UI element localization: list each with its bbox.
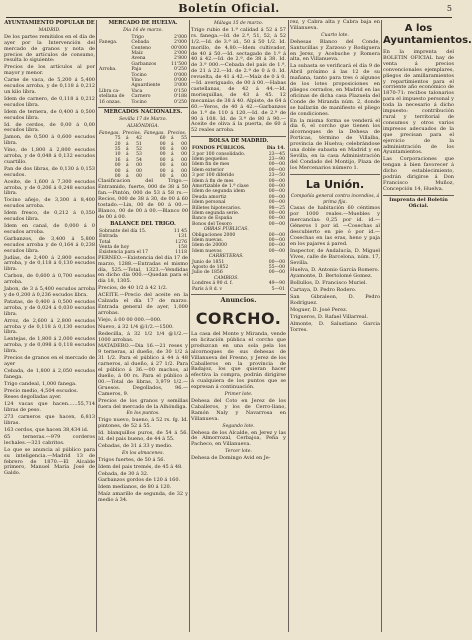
column-anuncios (290, 20, 380, 636)
table-header: Fanegas. (143, 130, 165, 136)
table-cell: 23—45 (268, 151, 285, 157)
section-heading: BOLSA DE MADRID. (208, 138, 269, 145)
table-cell: Idem pequeños (192, 156, 228, 162)
paragraph: 124 vacas que hacen......55,714 libras de peso. (4, 401, 95, 414)
table-cell: 00—00 (268, 259, 285, 265)
table-cell: Cebada (131, 40, 149, 46)
table-cell: Total (99, 239, 111, 245)
table-cell: Avena (131, 56, 146, 62)
table-cell: 00 (114, 163, 121, 169)
page-header (0, 0, 458, 18)
paragraph: Pan de dos libras, de 0,130 á 0,153 escudos. (4, 165, 95, 178)
union-headline: La Unión. (305, 177, 365, 191)
table-cell: 5—01 (271, 286, 285, 292)
table-cell: Sobrante del día 15. (99, 228, 147, 234)
table-cell: 00 (136, 174, 142, 180)
table-cell: 55—00 (268, 265, 285, 271)
table-cell: 00—00 (268, 232, 285, 238)
paragraph: PERNEO.—Existencia del día 17 de marzo, 1288.—Entradas el mismo día, 525.—Total, 1323.—Vendidas en dicho día 000.—Quedan para el día 18, 1305. (98, 254, 188, 285)
table-header: Precios. (122, 130, 142, 136)
paragraph: 163 cerdos, que hacen 38,434 id. (4, 427, 89, 433)
table-cell: Billetes hipotecarios. (192, 205, 242, 211)
table-row (191, 287, 286, 292)
column-divider (96, 20, 97, 632)
table-cell: Idem á fin de mes (192, 178, 234, 184)
paragraph: De los partes remitidos en el día de ayer por la Intervención del mercado de granos y nota de precios de artículos de consumo, resulta lo siguiente: (4, 33, 95, 64)
paragraph: Moguer, D. José Perez. (290, 306, 348, 313)
table-cell: Maíz (131, 51, 143, 57)
table-cell: 00—00 (268, 243, 285, 249)
section-subheading: En los puntos. (126, 411, 160, 417)
table-cell: Junio de 1851 (192, 259, 225, 265)
table-cell: 2'000 (174, 34, 187, 40)
table-cell: Idem de 20000 (192, 243, 228, 249)
table-cell: Julio de 1856 (192, 270, 223, 276)
table-cell: 00—00 (268, 162, 285, 168)
table-cell: 3'000 (174, 83, 187, 89)
paragraph: Trigo nuevo, bueno, á 52 rs. fg. Id. pintones, de 52 á 55. (98, 417, 188, 430)
table-cell: 0'250 (174, 67, 187, 73)
paragraph: 273 carneros que hacen, 6,813 libras. (4, 414, 95, 427)
table-cell: 49—90 (268, 281, 285, 287)
table-header: FONDOS PÚBLICOS. (192, 146, 246, 152)
paragraph: La casa del Monte y Miranda, vende en licitación pública el corcho que produzcan en una sola pela los alcornoques de sus dehesas de Villanueva del Fresno, y Jerez de los Caballeros en la provincia de Badajoz, los que quieran hacer efectiva la compra, podrán dirigirse á cualquiera de los puntos que se expresan á continuación. (191, 331, 286, 391)
table-cell: 11'500 (171, 61, 187, 67)
table-cell: 00 (181, 141, 187, 147)
table-cell: Paja (131, 67, 142, 73)
table-cell: Idem nuevos (192, 248, 222, 254)
table-cell: Centeno (131, 45, 151, 51)
table-cell: 2'000 (174, 51, 187, 57)
table-cell: 00 (181, 152, 187, 158)
table-cell: 00 (136, 163, 142, 169)
paragraph: Jamon, de 0,500 á 0,600 escudos libra. (4, 134, 95, 147)
paragraph: 65 terneras.—979 corderos lechales.—321 cabritos. (4, 433, 95, 446)
table-cell: 00 (114, 174, 121, 180)
table-cell: Fanega. (99, 40, 118, 46)
paragraph: Jabon, de 3 á 5,400 escudos arroba y de 0,200 á 0,236 escudos libra. (4, 286, 95, 298)
table-cell: 00—00 (268, 183, 285, 189)
paragraph: Judías, de 2,400 á 2,800 escudos arroba, y de 0,118 á 0,130 escudos libra. (4, 254, 95, 273)
column-ayuntamientos (383, 20, 472, 636)
lot-heading: Cuarto lote. (321, 32, 349, 38)
table-cell: 00 (159, 174, 166, 180)
table-cell: 00—00 (268, 221, 285, 227)
table-cell: Entrada (99, 234, 118, 240)
column-malaga-bolsa (191, 20, 286, 636)
paragraph: Precios, de 40 1/2 á 42 1/2. (98, 285, 168, 292)
table-cell: 00—00 (268, 270, 285, 276)
balance-table (98, 229, 188, 256)
paragraph-list (4, 35, 95, 477)
paragraph: Almonte, D. Salustiano Garcia Torres. (290, 320, 380, 333)
paragraph: Bollullos, D. Francisco Muriel. (290, 280, 367, 287)
table-cell: Carnero (131, 94, 151, 100)
table-cell: 2'800 (174, 56, 187, 62)
table-cell: 16 onzas. (99, 99, 122, 105)
table-cell: 1118 (175, 250, 187, 256)
table-row (98, 94, 188, 99)
divider (191, 294, 286, 295)
table-cell: Idem de segunda idem (192, 189, 245, 195)
table-cell: Idem fin de mes (192, 162, 230, 168)
table-cell: 42 (136, 136, 142, 142)
table-cell: 2'000 (174, 40, 187, 46)
table-cell: CARRETERAS. (208, 254, 244, 260)
table-cell: 00 (114, 168, 121, 174)
table-cell: 00—00 (268, 194, 285, 200)
table-cell: 00—00 (268, 189, 285, 195)
paragraph: Precio medio, 4,504 escudos. (4, 387, 79, 394)
section-date: Dia 16 de marzo. (123, 27, 163, 33)
lot-heading: Tercer lote. (225, 449, 252, 455)
section-subheading: En los almacenes. (122, 450, 164, 456)
table-cell: Venta de hoy (99, 244, 130, 250)
table-cell: 00 (181, 157, 187, 163)
section-heading: MERCADO DE HUELVA. (108, 20, 178, 26)
column-divider (189, 20, 190, 632)
table-cell: 0'250 (174, 99, 187, 105)
paragraph: Lo que se anuncia al público para su inteligencia.—Madrid 13 de febrero de 1870.—El Alcalde primero, Manuel María José de Galdo. (4, 446, 95, 477)
paragraph: Idem medianos, de 80 á 120. (98, 484, 172, 491)
table-cell: 00'000 (171, 45, 187, 51)
table-cell: á (170, 136, 174, 142)
table-cell: Deuda amortiz (192, 194, 227, 200)
paragraph: Dehesa de los Alcalde, en Jerez y las de Almorrozal, Cerbajoa, Peña y Pacheco, en Villanueva. (191, 429, 286, 448)
paragraph: Ayamonte, D. Bertolomé Gomez. (290, 273, 373, 280)
header-rule (6, 17, 452, 18)
paragraph: En la imprenta del BOLETIN OFICIAL hay de venta á precios convencionales ejemplares, pliegos de amillaramientos y repartimientos para el corriente año económico de 1870-71: recibos talonarios para el impuesto personal y toda la necesario á dicho impuesto: contribución rural y territorial de consumos y otros varios impresos adecuados de la que precisan para el ejercicio de la administración de los Ayuntamientos. (383, 49, 454, 156)
table-cell: Tocino (131, 99, 147, 105)
corcho-headline: CORCHO. (195, 309, 282, 328)
table-cell: á (125, 163, 129, 169)
table-cell: 0'188 (174, 94, 187, 100)
table-cell: 3 por 100 diferido (192, 173, 235, 179)
table-cell: 1276 (175, 239, 187, 245)
paragraph: Idem de ternera, de 0,400 á 0,500 escudos libra. (4, 108, 95, 121)
table-cell: 158 (178, 244, 187, 250)
table-cell: 10 (114, 152, 121, 158)
paragraph: Trigo candeal, 1,000 fanega. (4, 380, 77, 387)
table-cell: Amortizable de 1.ª clase (192, 183, 249, 189)
table-cell: á (170, 174, 174, 180)
lot-heading: Segundo lote. (222, 423, 255, 429)
paragraph: Garbanzos gordos de 120 á 160. (98, 477, 181, 484)
paragraph: Id. de cerdos, de 0,00 á 0,00 escudos libra. (4, 121, 95, 134)
paragraph: Idem del pais tremés, de 45 á 48. (98, 463, 183, 470)
table-cell: 00 (181, 163, 187, 169)
newspaper-title: Boletín Oficial. (178, 2, 280, 15)
paragraph: Trigos fuertes, de 50 á 56. (98, 456, 166, 463)
divider (290, 174, 380, 175)
paragraph: Garbanzos, de 3,400 á 5,800 escudos arroba y de 0,164 á 0,238 escudos libra. (4, 235, 95, 254)
table-cell: 23—50 (268, 173, 285, 179)
paragraph: Viejo, á 00 00 000.—000. (98, 316, 162, 323)
table-cell: 00 (159, 168, 166, 174)
table-cell: Arroba. (99, 67, 117, 73)
table-cell: á (170, 147, 174, 153)
paragraph: Idem de carnero, de 0,118 á 0,212 escudos libra. (4, 95, 95, 108)
paragraph: Vino, de 1,800 á 2,800 escudos arroba, y de 0,048 á 0,132 escudos cuartillo. (4, 147, 95, 165)
paragraph: Precios de los artículos al por mayor y menor. (4, 64, 95, 77)
table-cell: 0'150 (174, 88, 187, 94)
table-cell: Idem personal (192, 200, 226, 206)
table-cell: Idem nuevas. (192, 238, 224, 244)
table-cell: á (170, 168, 174, 174)
paragraph: Carbon, de 0,600 á 0,700 escudos arroba. (4, 273, 95, 286)
paragraph: La subasta se verificará el día 9 de Abril próximo á las 12 de su mañana, tanto para tres ó algunos de los lotes proposiciones en pliegos cerrados, en Madrid en las oficinas de dicha casa Plazuela del Conde de Miranda núm. 2, donde se hallarán de manifiesto el pliego de condiciones. (290, 63, 380, 117)
table-cell: Libra ca- (99, 88, 120, 94)
table-cell: 00—00 (268, 248, 285, 254)
paragraph: Clasificacion del Trigo.—Entramido, fuerte, 000 de 38 á 50 fan.—Pintón, 000 de 53 á 58 rs.—Recios, 000 de 38 á 30, de 00 á 60 tostado.—Lin, 00 de 00 á 00.—Blanco, 00 de 00 á 00.—Blanco 00 de 00 á 00. (98, 178, 188, 220)
paragraph: San Gibraleon, D. Pedro Rodríguez. (290, 294, 380, 307)
section-subheading: ALHÓNDIGA. (126, 123, 160, 129)
paragraph: Tocino añejo, de 3,300 á 8,400 escudos arroba. (4, 197, 95, 210)
table-cell: á (125, 168, 129, 174)
paragraph: Patatas, de 0,400 á 0,500 escudos arroba, y de 0,024 á 0,030 escudos libra. (4, 298, 95, 317)
table-row (191, 189, 286, 194)
table-cell: Trigo (131, 34, 144, 40)
table-cell: á (170, 141, 174, 147)
table-cell: Idem exterior (192, 167, 224, 173)
table-cell: Existencia para el 17 (99, 250, 149, 256)
section-heading: AYUNTAMIENTO POPULAR DE (4, 20, 95, 26)
paragraph: Lentejas, de 1,800 á 2,000 escudos arroba, y de 0,098 á 0,118 escudos libra. (4, 336, 95, 355)
table-header-row (191, 146, 286, 151)
table-cell: 00—00 (268, 238, 285, 244)
paragraph: Aceite, de 1,600 á 7,300 escudos arroba, y de 0,206 á 0,248 escudos libra. (4, 178, 95, 197)
table-cell: 51 (136, 141, 142, 147)
paragraph: Dehesas Blanco del Conde, Santucillas y Zarzoso y Rodiguera en Jerez, y Acebuche y Romera alta, en Villanueva. (290, 38, 380, 63)
paragraph: Trigueros, D. Rafael Villarreal. (290, 313, 368, 320)
paragraph: Las Corporaciones que tengan á bien favorecer á dicho establecimiento, podrán dirigirse á Don Francisco Muñoz, Concepción 14, Huelva. (383, 156, 454, 192)
paragraph: Idem en canal, de 0,000 á 0 escudos arroba. (4, 223, 95, 235)
section-date: Málaga 15 de marzo. (213, 21, 264, 26)
table-cell: Obligaciones 2000 (192, 232, 236, 238)
table-cell: 11 45 (173, 228, 187, 234)
paragraph: Dehesa del Coto en Jerez de los Caballeros, y los de Cerro-llano, Ramón Naly y Navarrosa en Villanueva. (191, 397, 286, 422)
table-cell: Tocino (131, 72, 147, 78)
paragraph: Idem fresco, de 0,212 á 0,350 escudos libra. (4, 210, 95, 223)
page-number: 5 (446, 4, 452, 13)
table-cell: 00 (159, 147, 166, 153)
table-cell: 00 (181, 168, 187, 174)
table-cell: 00—00 (268, 200, 285, 206)
bolsa-table (191, 146, 286, 292)
ayuntamientos-headline: A los Ayuntamientos. (383, 23, 472, 46)
table-header: Precios. (167, 130, 187, 136)
alhondiga-table (98, 131, 188, 180)
paragraph: Dehesa de Domingo Avid en Je- (191, 455, 271, 462)
table-cell: Banco de España (192, 216, 233, 222)
paragraph: Arroz, de 2,600 á 2,800 escudos arroba y de 0,118 á 0,130 escudos libra. (4, 317, 95, 336)
table-cell: París á 8 d. v (192, 286, 223, 292)
lot-heading: Primer lote. (224, 392, 253, 398)
anuncios-heading: Anuncios. (220, 296, 257, 305)
paragraph: MATADERO.—Dia 16.—21 reses y 9 terneras, al dueño, de 30 1/2 á 31 1/2. Para el público á 44 á 48 carneros, al dueño, á 27 1/2. Para el público á 36.—00 machos, al dueño, á 00 rs. Para el público á 00.—Total de libras, 3,979 1/2.—Gruesos. Degollados, 96.—Cameros, 9. (98, 343, 188, 397)
table-header: Fanegas. (99, 130, 120, 136)
paragraph: Precios de los granos y semillas fuera del mercado de la Alhóndiga. (98, 397, 188, 410)
paragraph: Nuevo, á 32 1/4 @1/2.—1500. (98, 323, 174, 330)
table-cell: Londres á 90 d. f. (192, 281, 233, 287)
paragraph: Cebada, de 30 á 32. (98, 470, 149, 477)
table-header-row (98, 131, 188, 136)
table-header: Día 14. (266, 146, 285, 152)
table-cell: 20 (114, 141, 121, 147)
table-cell: á (125, 147, 129, 153)
table-cell: á (170, 157, 174, 163)
paragraph: Huelva, D. Antonio García Romero. (290, 266, 380, 273)
table-cell: Garbanzos (131, 61, 157, 67)
table-cell: 3 por 100 consolidado. (192, 151, 246, 157)
table-cell: OBRAS PÚBLICAS. (203, 227, 249, 233)
table-cell: 00 (181, 174, 187, 180)
table-cell: 00—00 (268, 211, 285, 216)
table-cell: 00 (159, 157, 166, 163)
imprint: Imprenta del Boletín Oficial. (383, 195, 454, 210)
paragraph: Inspector, de Andalucía, D. Miguel Vives, calle de Barcelona, núm. 17, Sevilla. (290, 247, 380, 266)
divider (191, 136, 286, 137)
table-cell: á (125, 174, 129, 180)
table-cell: CAMBIOS. (213, 275, 239, 281)
table-cell: 00 (181, 147, 187, 153)
table-cell: á (170, 163, 174, 169)
paragraph: Cebada, de 1,800 á 2,050 escudos fanega. (4, 367, 95, 380)
table-cell: 00—00 (268, 216, 285, 222)
paragraph: Precios de granos en el mercado de ayer (4, 355, 95, 367)
table-cell: á (125, 141, 129, 147)
table-cell: Bonos del Tesoro (192, 221, 232, 227)
table-cell: stellana de (99, 94, 125, 100)
paragraph: Cartaya, D. Pedro Rodero. (290, 287, 357, 294)
column-mercados (98, 20, 188, 636)
table-cell: á (125, 136, 129, 142)
prices-table (98, 35, 188, 105)
table-cell: 00 (136, 168, 142, 174)
table-cell: 35 (114, 147, 121, 153)
paragraph: En la misma forma se venderá el dia 6, el corcho que tienen los alcornoques de la Dehesa de Porticas, término de Villalba, provincia de Huelva; celebrándose una doble subasta en Madrid y en Sevilla, en la casa Administración del Condado del Montijo, Plaza de los Mercenarios número 1. (290, 117, 380, 171)
paragraph: Maíz amarillo de segunda, de 32 y medio á 34. (98, 491, 188, 504)
table-cell: á (125, 157, 129, 163)
table-cell: 0'000 (174, 78, 187, 84)
table-cell: Vino (131, 78, 142, 84)
paragraph: Cebadas, de 31 á 33 y medio. (98, 442, 173, 449)
table-cell: 53 (136, 152, 142, 158)
table-cell: á (170, 152, 174, 158)
table-cell: 54 (136, 157, 142, 163)
table-cell: Agosto de 1852 (192, 265, 229, 271)
table-cell: 52 (136, 147, 142, 153)
table-cell: 00—00 (268, 178, 285, 184)
table-cell: 16 (114, 157, 121, 163)
paragraph: Id. blanquillos puros, de 54 á 56. Id. del pais bueno, de 44 á 55. (98, 430, 188, 443)
table-cell: 00 (159, 152, 166, 158)
column-divider (288, 20, 289, 632)
column-ayuntamiento (4, 20, 95, 636)
table-cell: 131 (178, 234, 187, 240)
paragraph: Reses degolladas ayer. (4, 394, 62, 401)
column-divider (381, 20, 382, 632)
paragraph: Trigo rubio de 1.ª calidad á 52 á 57 rs. fanega.—Id. de 2.ª, 51, 52, á 52 1/2.—Id. de 3.ª id., 50 á 50 1/2. Id. morillo, de 4,80.—Idem cultivador, de 40 á 50.—Id. sectagado de 1.ª á 40 á 42.—Id. de 2.ª, de 38 á 38. Id. de 3.ª 000.—Cebada del país de 1.ª, de 21 á 22.—Id. de 2.ª de 0 á 0. Id. revuelta, de 41 á 42.—Maíz de 0 á 0.—Id. averiguado, de 00 á 00.—Habas castellanas, de 42 á 44.—Id. morisquillas, de 43 á 45. 12 mecanias de 38 á 40. Alpiste, de 64 á 60.—Yeros, de 40 á 42.—Garbanzos de 1.ª de 110 á 120.—Id. de 2.ª de 90 á 108. Id. de 3.ª de 80 á 90.—Aceite de oliva á la puerta, de 60 á 52 reales arroba. (191, 26, 286, 134)
table-row (98, 100, 188, 105)
table-cell: Idem segunda serie. (192, 211, 240, 216)
divider (98, 107, 188, 108)
table-cell: 60 (159, 136, 166, 142)
table-cell: 75 (114, 136, 121, 142)
table-row (98, 40, 188, 45)
section-heading: BALANCE DEL TRIGO. (110, 220, 176, 227)
section-subheading: Compañía general contra incendios, á prima fija. (290, 193, 380, 205)
table-cell: 00 (159, 163, 166, 169)
table-cell: 98—25 (268, 205, 285, 211)
paragraph: rez, y Cabra alta y Cabra baja en Villanueva. (290, 19, 380, 31)
table-cell: 55 (181, 136, 187, 142)
paragraph: Carne de vaca, de 5,200 á 5,400 escudos arroba, y de 0,118 á 0,212 un kilo libra. (4, 77, 95, 95)
table-cell: 0'000 (174, 72, 187, 78)
paragraph: Redecilla, á 32 1/2 1/4 @1/2.—1000 arrobas. (98, 330, 188, 343)
table-cell: á (125, 152, 129, 158)
table-cell: Vaca (131, 88, 143, 94)
table-cell: 00 (159, 141, 166, 147)
paragraph: Casas de habitación 60 céntimos por 1000 reales.—Muebles y mercancías: 0,25 por id. id.—Géneros 1 por id. —Cosechas al descubierto en pie ó por id.—Cosechas en las eras, heno y paja en los pajares á pared. (290, 205, 380, 247)
paragraph: ACEITE.—Precio del aceite en la Calzada el día 17 de marzo. Entrada general de ayer, 1,000 arrobas. (98, 292, 188, 316)
table-cell: 23—90 (268, 156, 285, 162)
table-cell: Aguardiente (131, 83, 161, 89)
section-date: Sevilla 17 de Marzo. (119, 117, 167, 122)
table-cell: 00—00 (268, 167, 285, 173)
section-heading: MERCADOS NACIONALES. (103, 109, 183, 116)
section-subheading: MADRID. (38, 27, 61, 33)
